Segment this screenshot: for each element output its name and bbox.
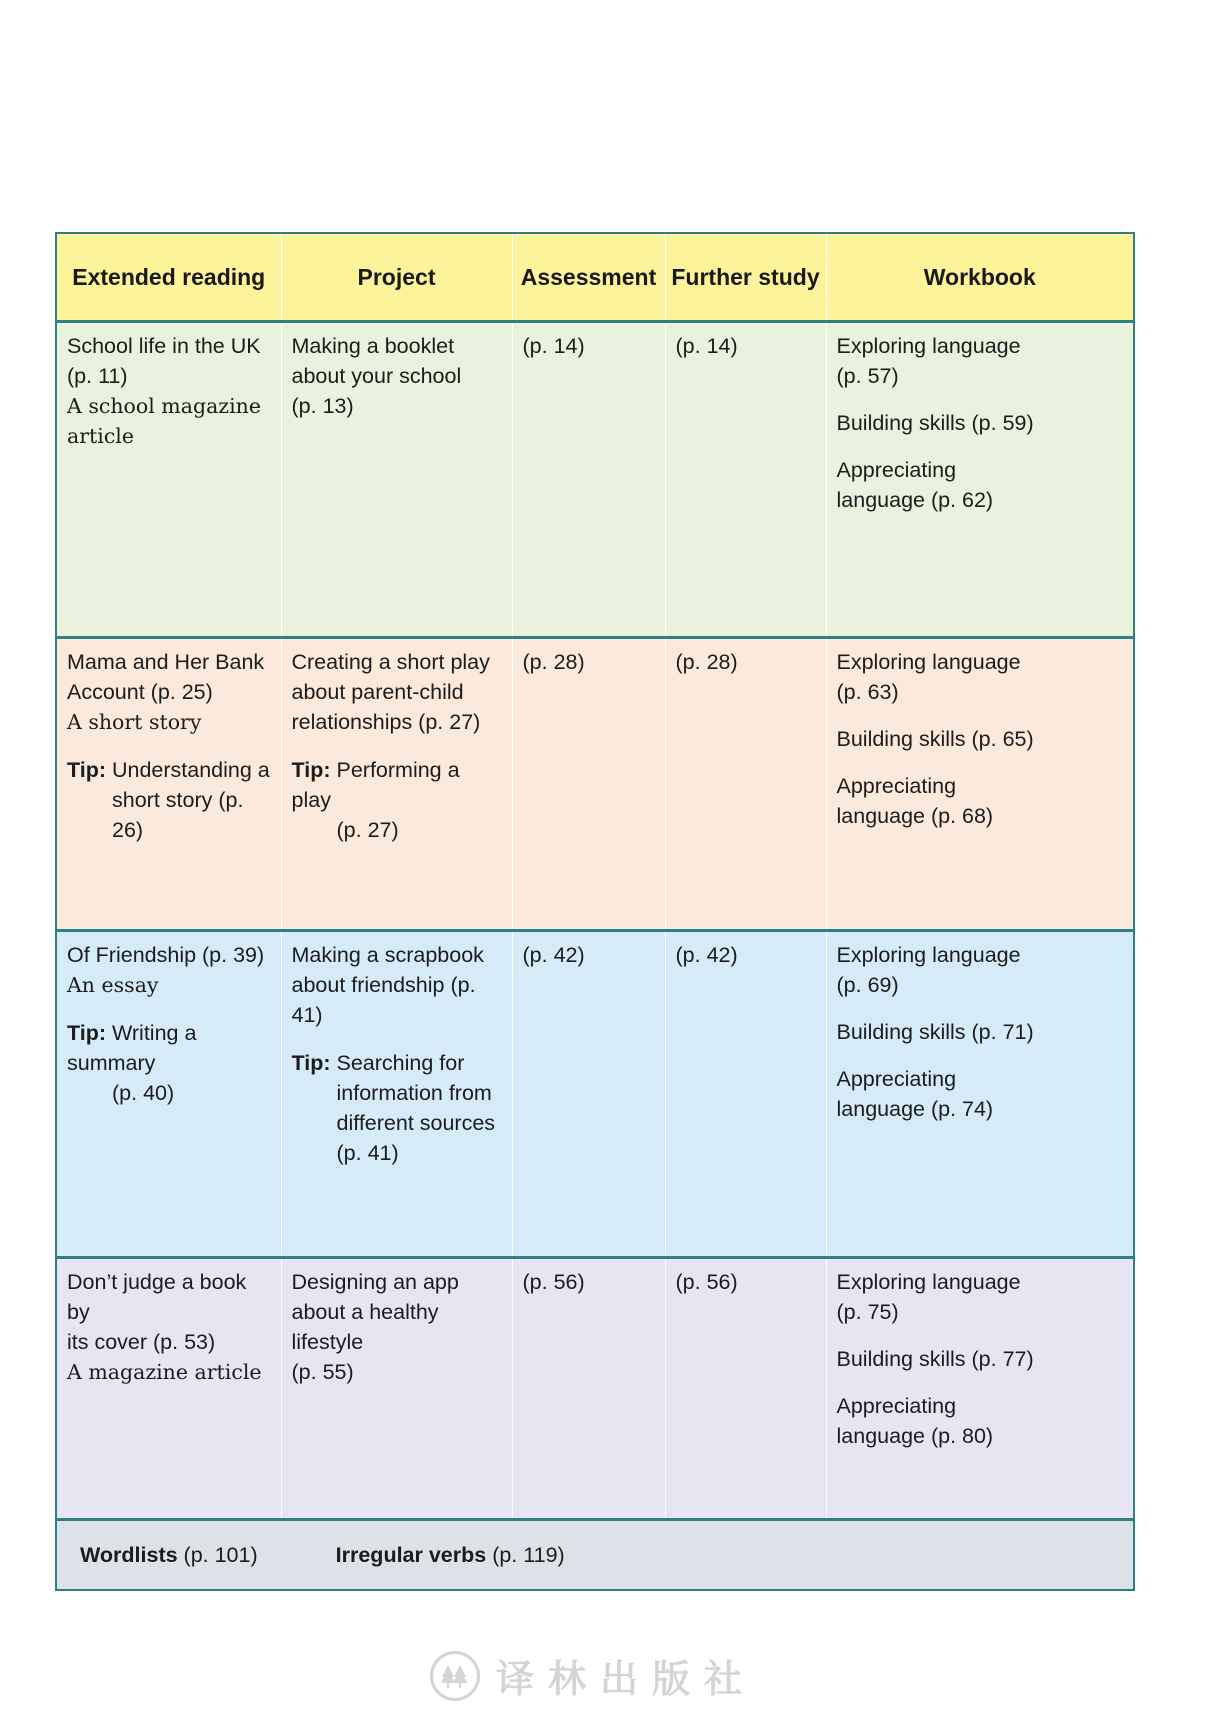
extended-reading-cell (56, 931, 281, 1258)
assessment-page[interactable]: (p. 56) (522, 1270, 585, 1294)
workbook-item[interactable] (837, 455, 1126, 515)
workbook-item[interactable] (837, 331, 1126, 391)
project-line[interactable]: (p. 55) (291, 1360, 354, 1384)
workbook-item-line: Appreciating (836, 1067, 957, 1091)
workbook-item-line: (p. 75) (836, 1300, 899, 1324)
header-project: Project (281, 233, 512, 322)
project-tip (292, 755, 504, 845)
tip-text: Searching for (330, 1051, 465, 1075)
tip-text-line: different sources (336, 1111, 496, 1135)
further-study-cell (665, 1258, 826, 1520)
tip-label: Tip: (67, 758, 107, 782)
project-line[interactable]: Creating a short play (291, 650, 490, 674)
further-study-page[interactable]: (p. 28) (675, 650, 738, 674)
workbook-item[interactable] (837, 940, 1126, 1000)
workbook-item-line: language (p. 80) (836, 1424, 994, 1448)
extended-reading-cell (56, 322, 281, 638)
irregular-verbs-label: Irregular verbs (335, 1542, 487, 1567)
workbook-item[interactable] (837, 724, 1126, 754)
workbook-item-line: language (p. 62) (836, 488, 994, 512)
reading-genre-line: A school magazine (67, 394, 261, 418)
workbook-item-line: language (p. 74) (836, 1097, 994, 1121)
workbook-item-line: language (p. 68) (836, 804, 994, 828)
tip-text-line: (p. 41) (336, 1141, 399, 1165)
workbook-cell (826, 322, 1134, 638)
project-line[interactable]: about parent-child (291, 680, 464, 704)
further-study-cell (665, 931, 826, 1258)
table-row (56, 638, 1134, 931)
project-line[interactable]: Making a scrapbook (291, 943, 484, 967)
workbook-item-line: (p. 63) (836, 680, 899, 704)
further-study-page[interactable]: (p. 56) (675, 1270, 738, 1294)
tip-first-line (67, 755, 273, 785)
workbook-item-line: Appreciating (836, 1394, 957, 1418)
workbook-item-line: (p. 57) (836, 364, 899, 388)
workbook-item[interactable] (837, 647, 1126, 707)
footer-row (56, 1520, 1134, 1591)
project-line[interactable]: Designing an app (291, 1270, 459, 1294)
workbook-item-line: (p. 69) (836, 973, 899, 997)
workbook-item[interactable] (837, 1344, 1126, 1374)
tip-text-line: information from (336, 1081, 492, 1105)
further-study-page[interactable]: (p. 42) (675, 943, 738, 967)
tip-label: Tip: (67, 1021, 107, 1045)
project-line[interactable]: relationships (p. 27) (291, 710, 481, 734)
workbook-item[interactable] (837, 1391, 1126, 1451)
table-row (56, 1258, 1134, 1520)
contents-table (55, 232, 1135, 1591)
tip-text-line: short story (p. 26) (112, 788, 244, 842)
header-workbook: Workbook (826, 233, 1134, 322)
workbook-item[interactable] (837, 408, 1126, 438)
wordlists-link[interactable] (80, 1543, 258, 1568)
workbook-item-line: Building skills (p. 65) (836, 727, 1034, 751)
assessment-page[interactable]: (p. 28) (522, 650, 585, 674)
assessment-cell (512, 931, 665, 1258)
workbook-item[interactable] (837, 1267, 1126, 1327)
tip-text-line: (p. 27) (336, 818, 399, 842)
reading-title-line[interactable]: Account (p. 25) (67, 680, 213, 704)
tip-label: Tip: (291, 1051, 331, 1075)
workbook-item-line: Exploring language (836, 334, 1021, 358)
workbook-item-line: Exploring language (836, 650, 1021, 674)
project-cell (281, 322, 512, 638)
tip-first-line (67, 1018, 273, 1078)
tip-text: Writing a summary (67, 1021, 197, 1075)
tip-text: Understanding a (106, 758, 270, 782)
assessment-cell (512, 638, 665, 931)
wordlists-page: (p. 101) (177, 1542, 258, 1567)
assessment-page[interactable]: (p. 14) (522, 334, 585, 358)
header-extended-reading: Extended reading (56, 233, 281, 322)
extended-reading-cell (56, 1258, 281, 1520)
workbook-item-line: Appreciating (836, 458, 957, 482)
assessment-page[interactable]: (p. 42) (522, 943, 585, 967)
workbook-item-line: Exploring language (836, 1270, 1021, 1294)
irregular-verbs-page: (p. 119) (486, 1542, 565, 1567)
tree-logo-icon (430, 1651, 480, 1701)
header-row (56, 233, 1134, 322)
project-line[interactable]: about friendship (p. 41) (291, 973, 476, 1027)
project-cell (281, 638, 512, 931)
workbook-item-line: Appreciating (836, 774, 957, 798)
workbook-item-line: Exploring language (836, 943, 1021, 967)
reading-genre-line: article (67, 424, 134, 448)
workbook-item[interactable] (837, 1064, 1126, 1124)
header-assessment: Assessment (512, 233, 665, 322)
tip-label: Tip: (291, 758, 331, 782)
irregular-verbs-link[interactable] (336, 1543, 565, 1568)
workbook-item-line: Building skills (p. 59) (836, 411, 1034, 435)
reading-genre-line: An essay (67, 973, 159, 997)
footer-cell (56, 1520, 1134, 1591)
project-line[interactable]: Making a booklet (291, 334, 455, 358)
further-study-cell (665, 322, 826, 638)
reading-title-line[interactable]: Don’t judge a book by (67, 1270, 247, 1324)
publisher-watermark (430, 1648, 756, 1703)
project-line[interactable]: (p. 13) (291, 394, 354, 418)
tip-text: Performing a play (291, 758, 460, 812)
table-row (56, 931, 1134, 1258)
header-further-study: Further study (665, 233, 826, 322)
tip-first-line (292, 755, 504, 815)
further-study-cell (665, 638, 826, 931)
project-cell (281, 1258, 512, 1520)
tip-text-line: (p. 40) (112, 1081, 175, 1105)
reading-title-line[interactable]: Of Friendship (p. 39) (67, 943, 265, 967)
reading-title-line[interactable]: (p. 11) (67, 364, 128, 388)
reading-tip (67, 1018, 273, 1108)
project-line[interactable]: about your school (291, 364, 462, 388)
reading-title-line[interactable]: its cover (p. 53) (67, 1330, 216, 1354)
assessment-cell (512, 322, 665, 638)
publisher-name: 译林出版社 (496, 1656, 757, 1701)
workbook-cell (826, 638, 1134, 931)
workbook-item-line: Building skills (p. 77) (836, 1347, 1034, 1371)
workbook-item-line: Building skills (p. 71) (836, 1020, 1034, 1044)
workbook-item[interactable] (837, 1017, 1126, 1047)
extended-reading-cell (56, 638, 281, 931)
reading-title-line[interactable]: Mama and Her Bank (67, 650, 265, 674)
project-tip (292, 1048, 504, 1168)
workbook-cell (826, 1258, 1134, 1520)
further-study-page[interactable]: (p. 14) (675, 334, 738, 358)
project-line[interactable]: about a healthy lifestyle (291, 1300, 439, 1354)
reading-title-line[interactable]: School life in the UK (67, 334, 261, 358)
table-row (56, 322, 1134, 638)
wordlists-label: Wordlists (80, 1542, 178, 1567)
tip-first-line (292, 1048, 504, 1078)
assessment-cell (512, 1258, 665, 1520)
project-cell (281, 931, 512, 1258)
workbook-item[interactable] (837, 771, 1126, 831)
reading-genre-line: A short story (67, 710, 202, 734)
reading-tip (67, 755, 273, 845)
workbook-cell (826, 931, 1134, 1258)
reading-genre-line: A magazine article (67, 1360, 262, 1384)
